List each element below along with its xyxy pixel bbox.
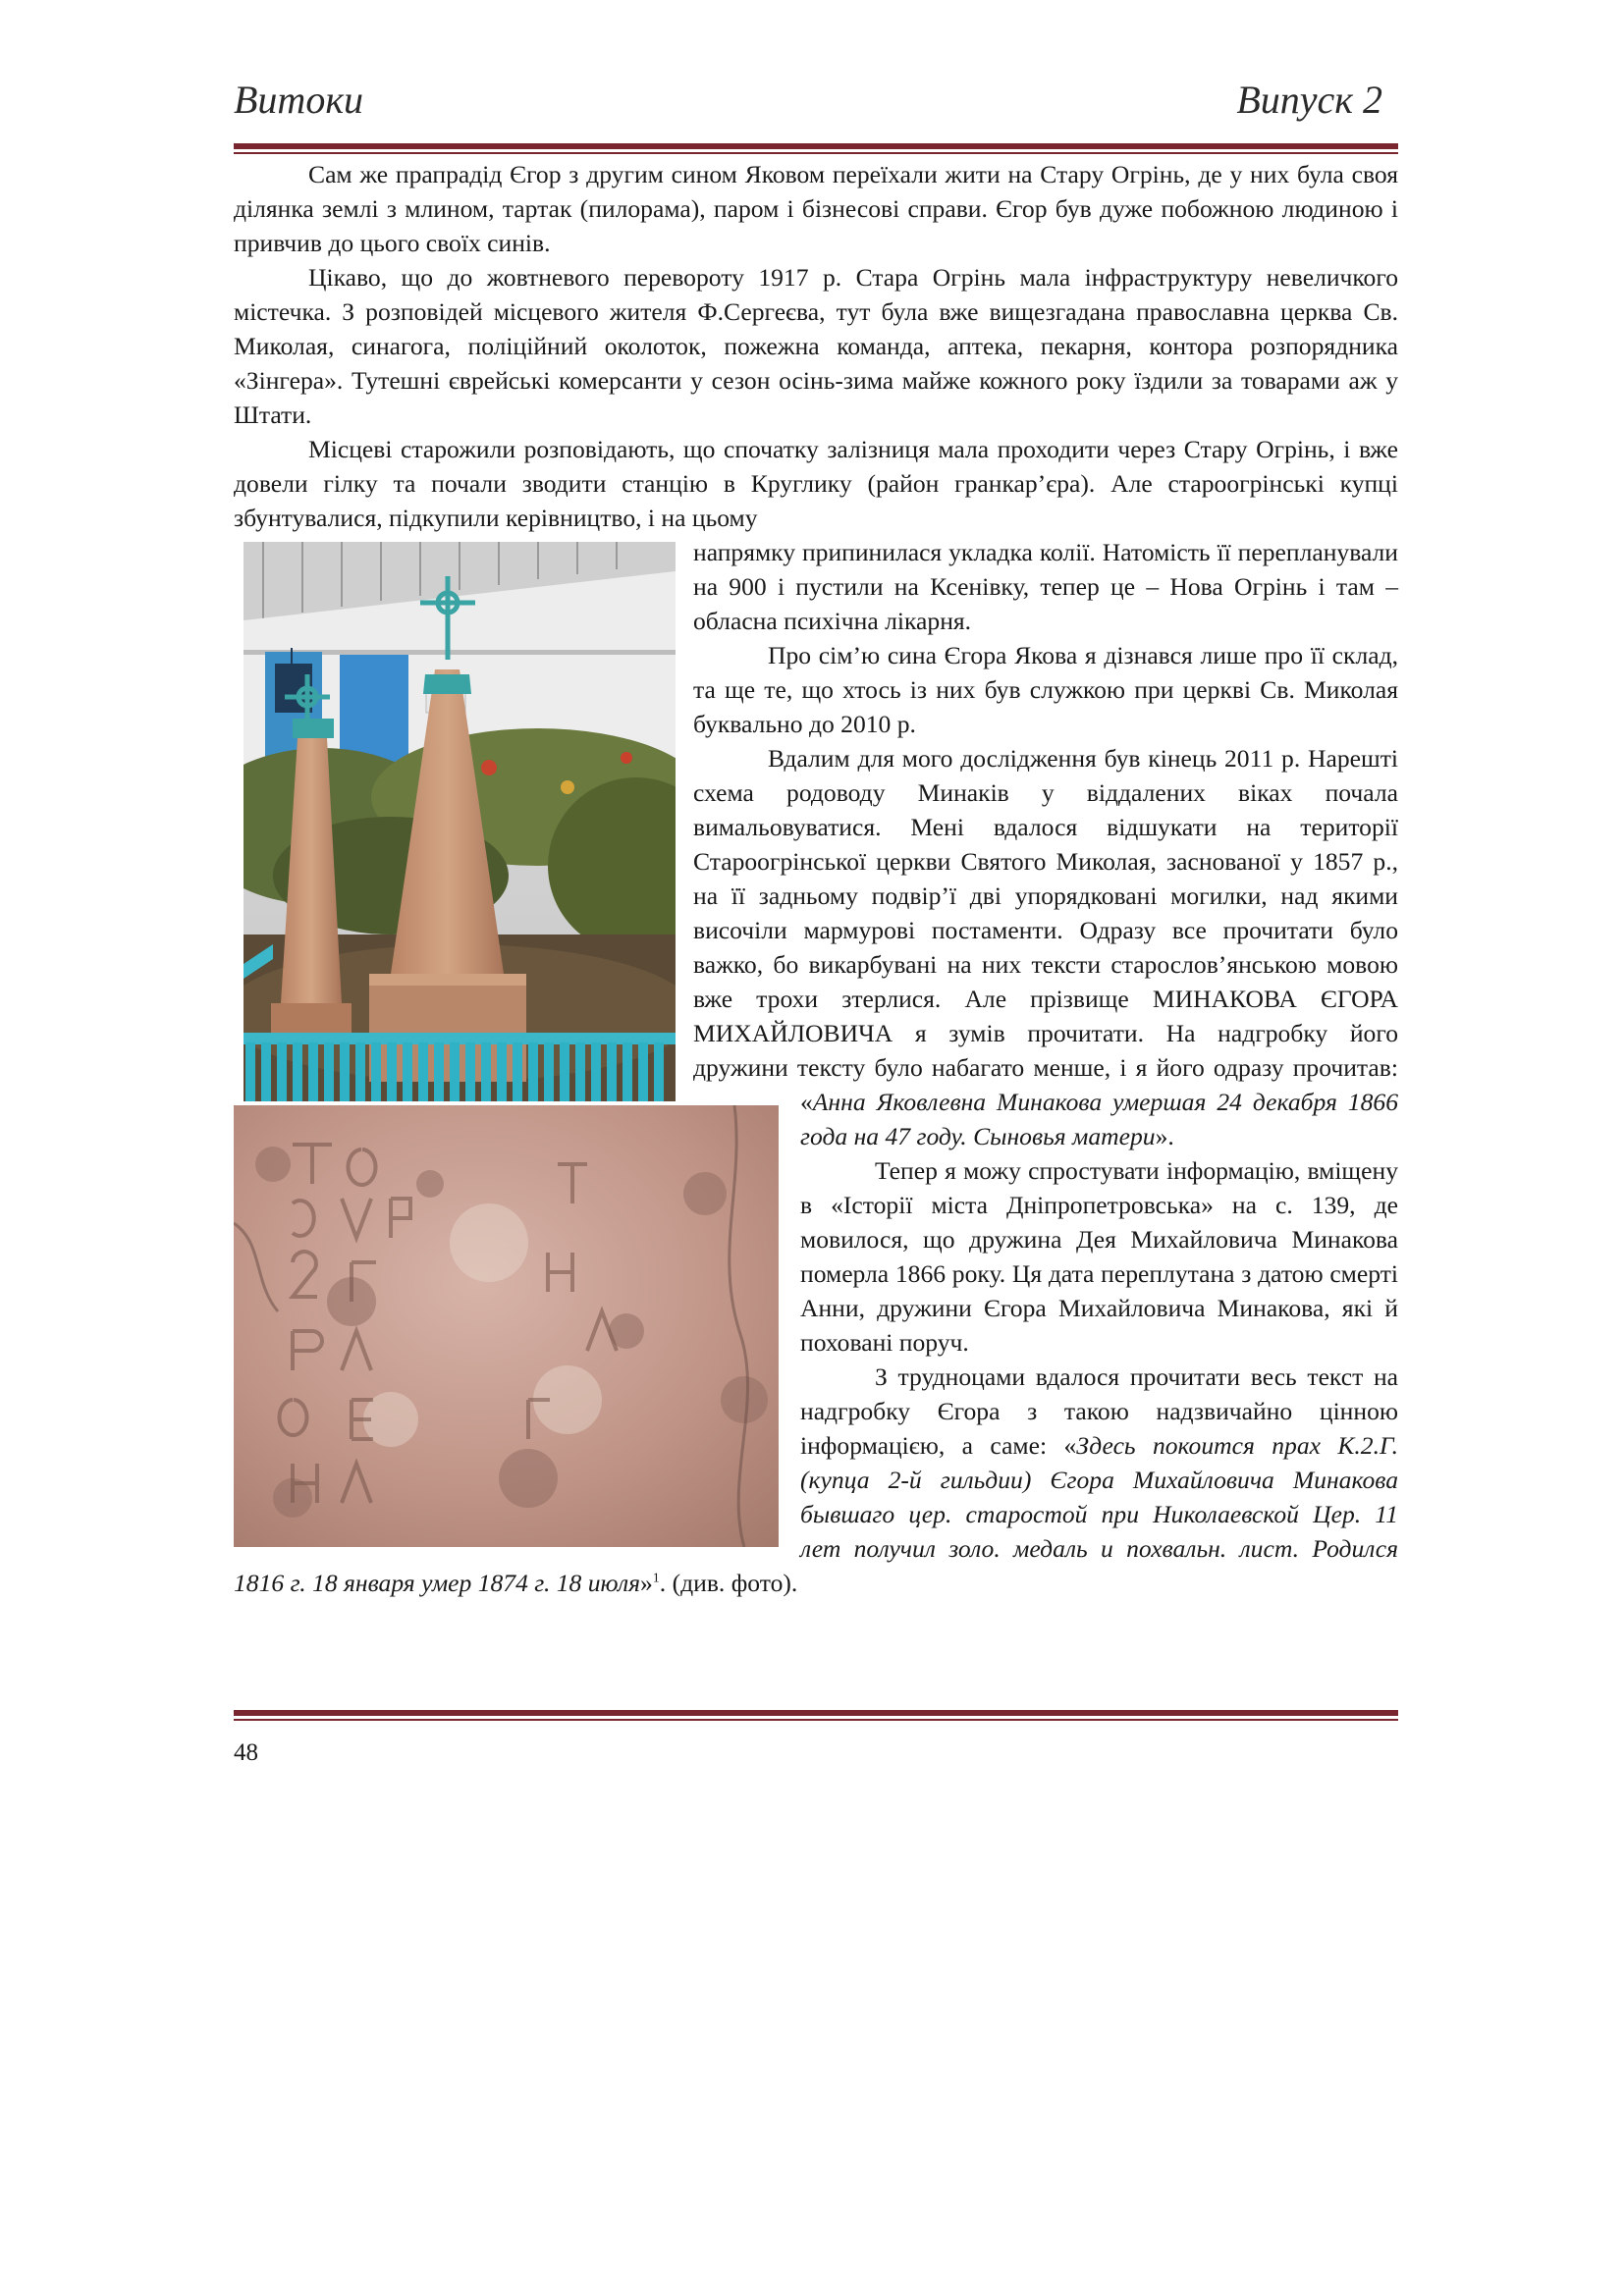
footnote-marker[interactable]: 1	[652, 1571, 660, 1586]
paragraph: Цікаво, що до жовтневого перевороту 1917 р. Стара Огрінь мала інфраструктуру невеличкого містечка. З розповідей місцевого жителя Ф.Сергеєва, тут була вже вищезгадана православна церква Св. Миколая, синагога, поліційний околоток, пожежна команда, аптека, пекарня, контора розпорядника «Зінгера». Тутешні єврейські комерсанти у сезон осінь-зима майже кожного року їздили за товарами аж у Штати.	[234, 263, 1398, 429]
paragraph: Місцеві старожили розповідають, що спочатку залізниця мала проходити через Стару Огрінь, і вже довели гілку та почали зводити станцію в Круглику (район гранкар’єра). Але староогрінські купці збунтувалися, підкупили керівництво, і на цьому	[234, 435, 1398, 532]
paragraph: Сам же прапрадід Єгор з другим сином Яковом переїхали жити на Стару Огрінь, де у них була своя ділянка землі з млином, тартак (пилорама), паром і бізнесові справи. Єгор був дуже побожною людиною і привчив до цього своїх синів.	[234, 160, 1398, 257]
quote-close: ».	[1155, 1122, 1174, 1150]
footer-rule	[234, 1710, 1398, 1721]
paragraph-text: Вдалим для мого дослідження був кінець 2011 р. Нарешті схема родоводу Минаків у віддалених віках почала вимальовуватися. Мені вдалося відшукати на території Староогрінської церкви Святого Миколая, заснованої у 1857 р., на її задньому подвір’ї дві упорядковані могилки, над якими височіли мармурові постаменти. Одразу все прочитати було важко, бо викарбувані на них тексти старослов’янською мовою вже трохи зтерлися. Але прізвище МИНАКОВА ЄГОРА МИХАЙЛОВИЧА я зумів прочитати. На надгробку його дружини тексту було набагато менше, і я його одразу прочитав: «	[693, 744, 1398, 1116]
paragraph: напрямку припинилася укладка колії. Натомість її перепланували на 900 і пустили на Ксенівку, тепер це – Нова Огрінь і там – обласна психічна лікарня.	[693, 538, 1398, 635]
quote-close: »	[640, 1569, 653, 1597]
paragraph: Про сім’ю сина Єгора Якова я дізнався лише про її склад, та ще те, що хтось із них був служкою при церкві Св. Миколая буквально до 2010 р.	[693, 641, 1398, 738]
photo-reference: . (див. фото).	[659, 1569, 798, 1597]
egor-inscription-quote: Здесь покоится прах К.2.Г. (купца 2-й гильдии) Єгора Михайловича Минакова бывшаго цер. старостой при Николаевской Цер. 11 лет получил золо. медаль и похвальн. лист. Родился 1816 г. 18 января умер 1874 г. 18 июля	[234, 1431, 1399, 1597]
issue-label: Випуск 2	[1236, 78, 1382, 122]
paragraph: Тепер я можу спростувати інформацію, вміщену в «Історії міста Дніпропетровська» на с. 139, де мовилося, що дружина Дея Михайловича Минакова померла 1866 року. Ця дата переплутана з датою смерті Анни, дружини Єгора Михайловича Минакова, які й поховані поруч.	[800, 1156, 1398, 1357]
inscription-photo	[234, 1105, 779, 1547]
page-number: 48	[234, 1739, 258, 1766]
anna-inscription-quote: Анна Яковлевна Минакова умершая 24 декабря 1866 года на 47 году. Сыновья матери	[800, 1088, 1398, 1150]
header-rule	[234, 143, 1398, 154]
article-body	[234, 157, 1398, 1600]
gravestones-photo	[244, 542, 676, 1101]
paragraph-text: З трудноцами вдалося прочитати весь текст на надгробку Єгора з такою надзвичайно цінною інформацією, а саме: «	[800, 1362, 1398, 1460]
journal-title: Витоки	[234, 78, 364, 122]
